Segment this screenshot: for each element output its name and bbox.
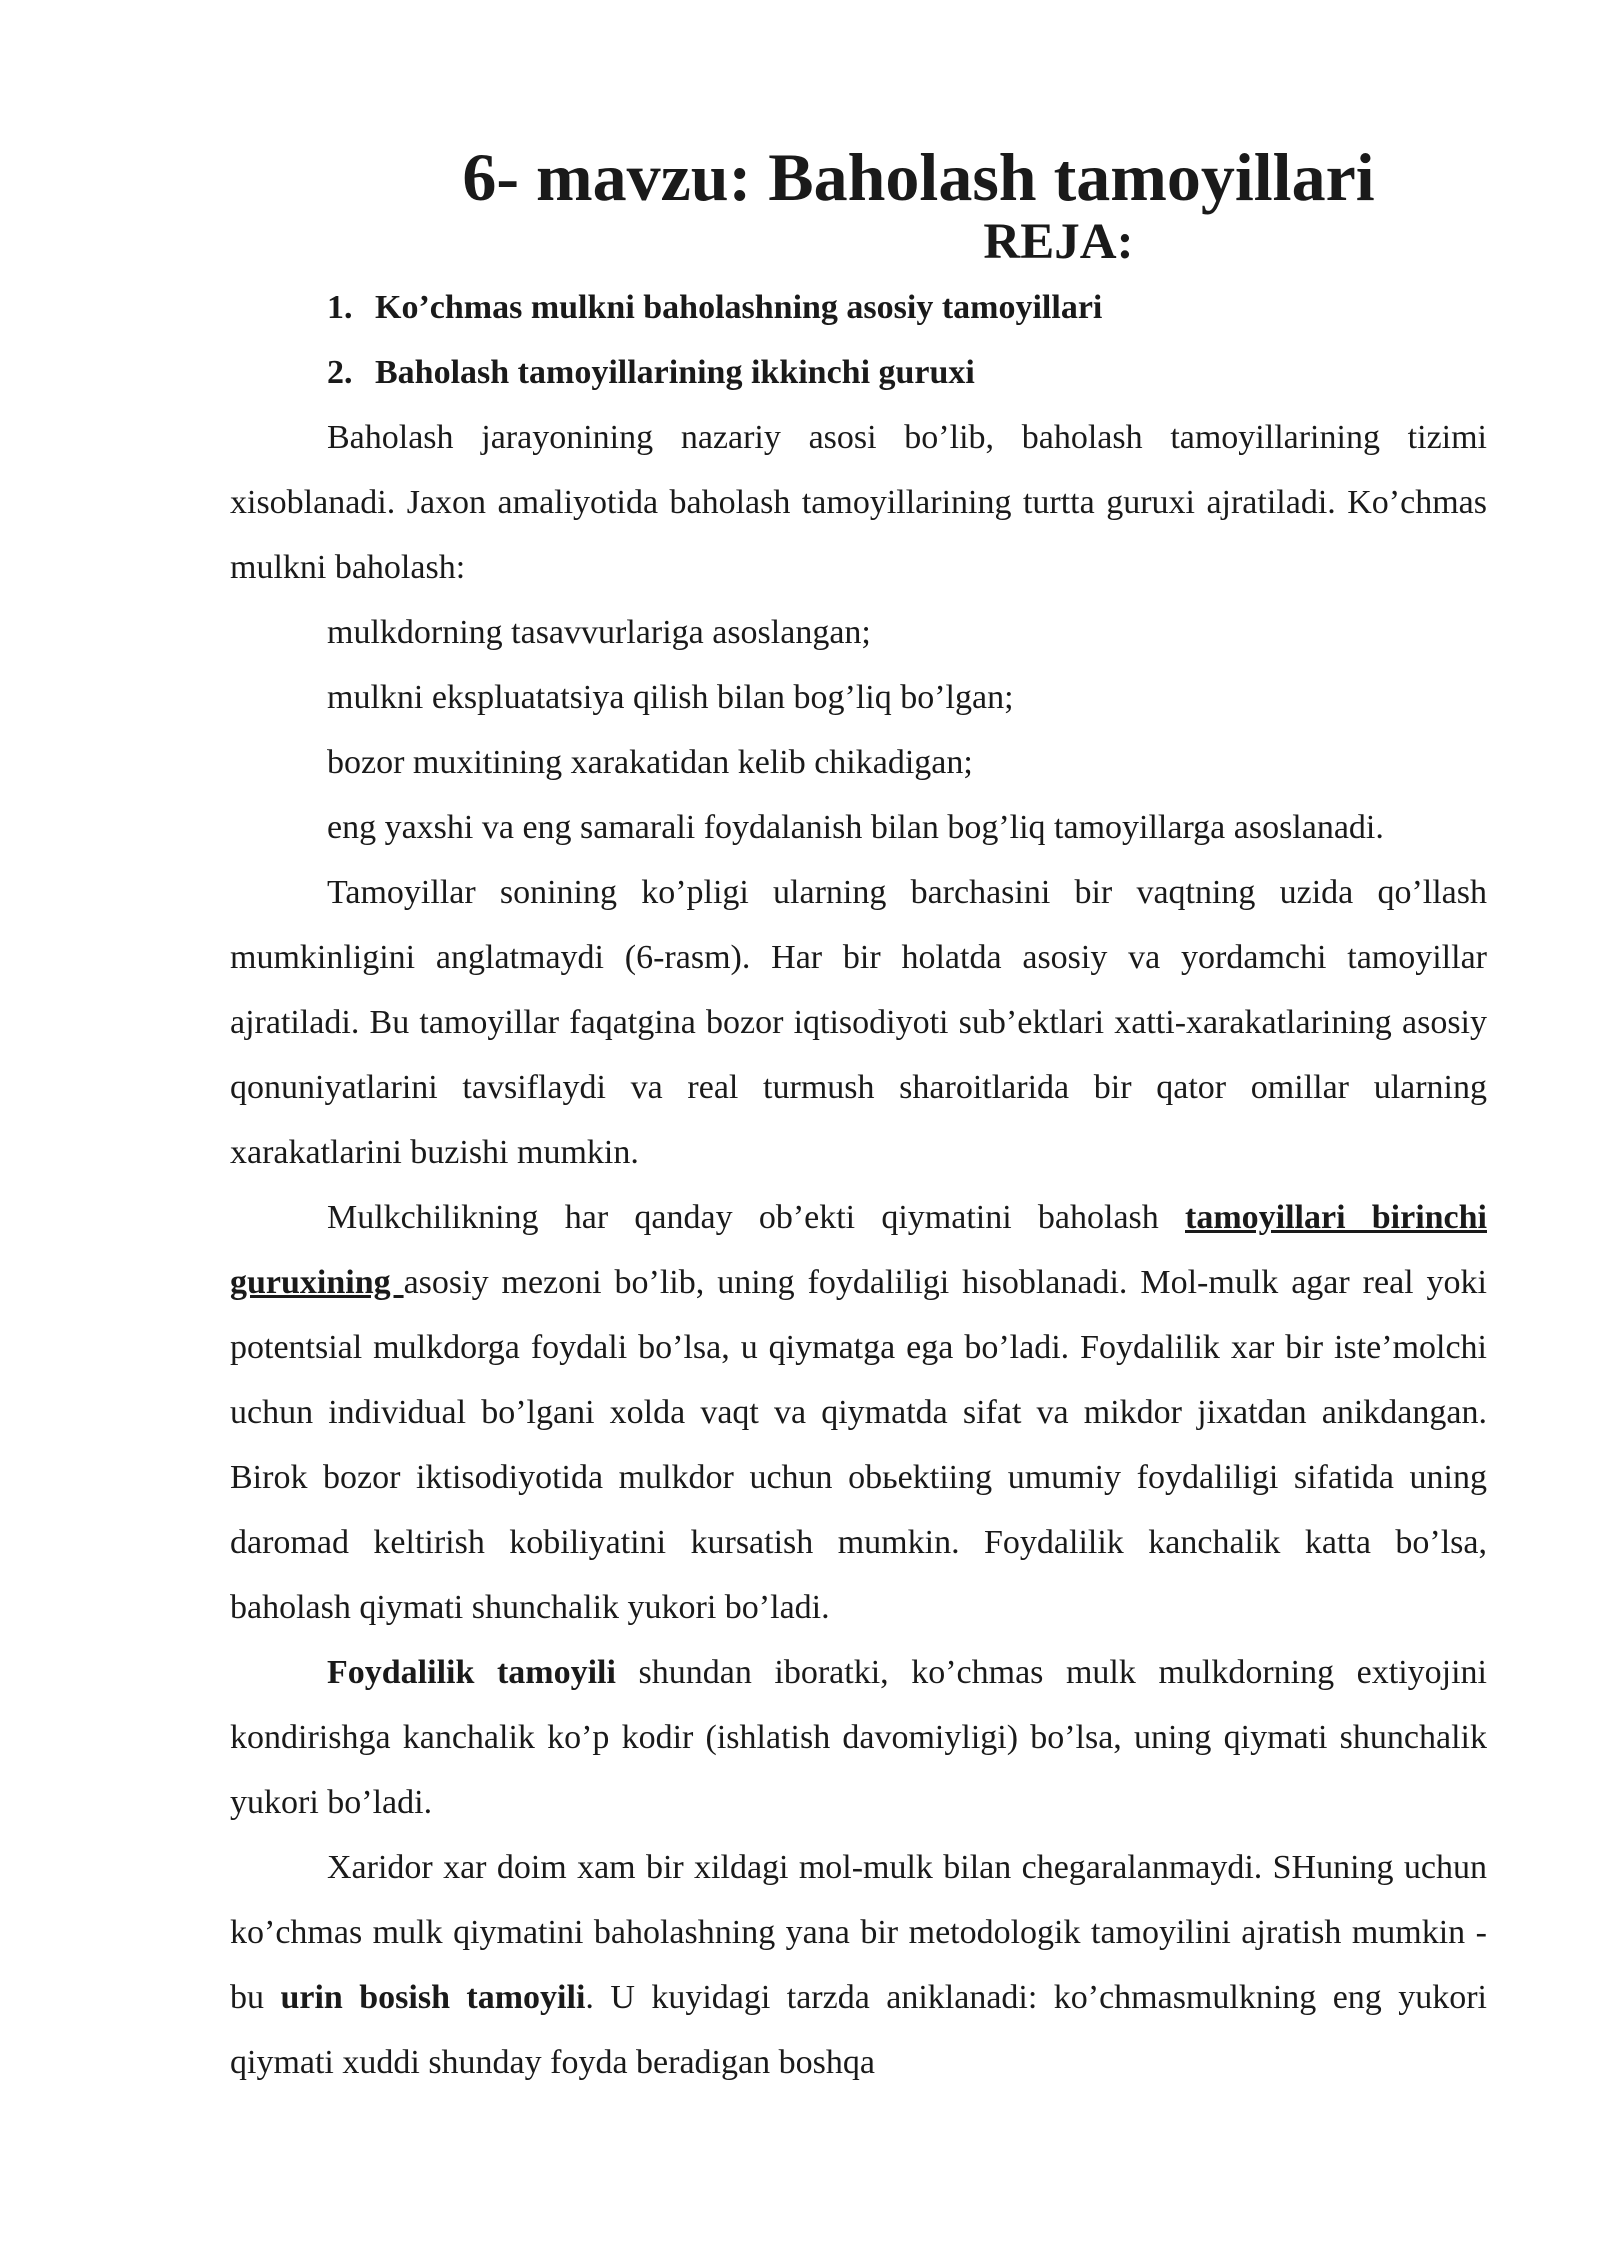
emphasis-bold: urin bosish tamoyili [280,1979,586,2016]
page-title: 6- mavzu: Baholash tamoyillari [462,139,1375,215]
paragraph-utility [230,1640,1487,1835]
plan-item-2 [230,340,1487,405]
list-item: bozor muxitining xarakatidan kelib chikadigan; [327,744,973,781]
paragraph-intro: Baholash jarayonining nazariy asosi bo’lib, baholash tamoyillarining tizimi xisoblanadi. Jaxon amaliyotida baholash tamoyillarining turtta guruxi ajratiladi. Ko’chmas mulkni baholash: [230,419,1487,586]
plan-item-1 [230,275,1487,340]
plan-item-text: Ko’chmas mulkni baholashning asosiy tamoyillari [375,289,1103,326]
paragraph-principles: Tamoyillar sonining ko’pligi ularning barchasini bir vaqtning uzida qo’llash mumkinligini anglatmaydi (6-rasm). Har bir holatda asosiy va yordamchi tamoyillar ajratiladi. Bu tamoyillar faqatgina bozor iqtisodiyoti sub’ektlari xatti-xarakatlarining asosiy qonuniyatlarini tavsiflaydi va real turmush sharoitlarida bir qator omillar ularning xarakatlarini buzishi mumkin. [230,874,1487,1171]
text-run: asosiy mezoni bo’lib, uning foydaliligi hisoblanadi. Mol-mulk agar real yoki potentsial mulkdorga foydali bo’lsa, u qiymatga ega bo’ladi. Foydalilik xar bir iste’molchi uchun individual bo’lgani xolda vaqt va qiymatda sifat va mikdor jixatdan anikdangan. Birok bozor iktisodiyotida mulkdor uchun obьektiing umumiy foydaliligi sifatida uning daromad keltirish kobiliyatini kursatish mumkin. Foydalilik kanchalik katta bo’lsa, baholash qiymati shunchalik yukori bo’ladi. [230,1264,1487,1626]
paragraph-first-group [230,1185,1487,1640]
plan-item-text: Baholash tamoyillarining ikkinchi guruxi [375,354,975,391]
list-item: eng yaxshi va eng samarali foydalanish bilan bog’liq tamoyillarga asoslanadi. [327,809,1384,846]
emphasis-underlined: tamoyillari birinchi guruxining [230,1199,1487,1301]
plan-item-number: 2. [327,354,353,391]
paragraph-substitution [230,1835,1487,2095]
list-item: mulkni ekspluatatsiya qilish bilan bog’liq bo’lgan; [327,679,1014,716]
plan-item-number: 1. [327,289,353,326]
plan-heading: REJA: [983,214,1134,270]
document-body [230,139,1488,2095]
text-run: . U kuyidagi tarzda aniklanadi: ko’chmasmulkning eng yukori qiymati xuddi shunday foyda beradigan boshqa [230,1979,1488,2081]
text-run: Mulkchilikning har qanday ob’ekti qiymatini baholash [327,1199,1185,1236]
emphasis-bold: Foydalilik tamoyili [327,1654,616,1691]
text-run: shundan iboratki, ko’chmas mulk mulkdorning extiyojini kondirishga kanchalik ko’p kodir (ishlatish davomiyligi) bo’lsa, uning qiymati shunchalik yukori bo’ladi. [230,1654,1487,1821]
text-run: Xaridor xar doim xam bir xildagi mol-mulk bilan chegaralanmaydi. SHuning uchun ko’chmas mulk qiymatini baholashning yana bir metodologik tamoyilini ajratish mumkin - bu [230,1849,1487,2016]
list-item: mulkdorning tasavvurlariga asoslangan; [327,614,871,651]
